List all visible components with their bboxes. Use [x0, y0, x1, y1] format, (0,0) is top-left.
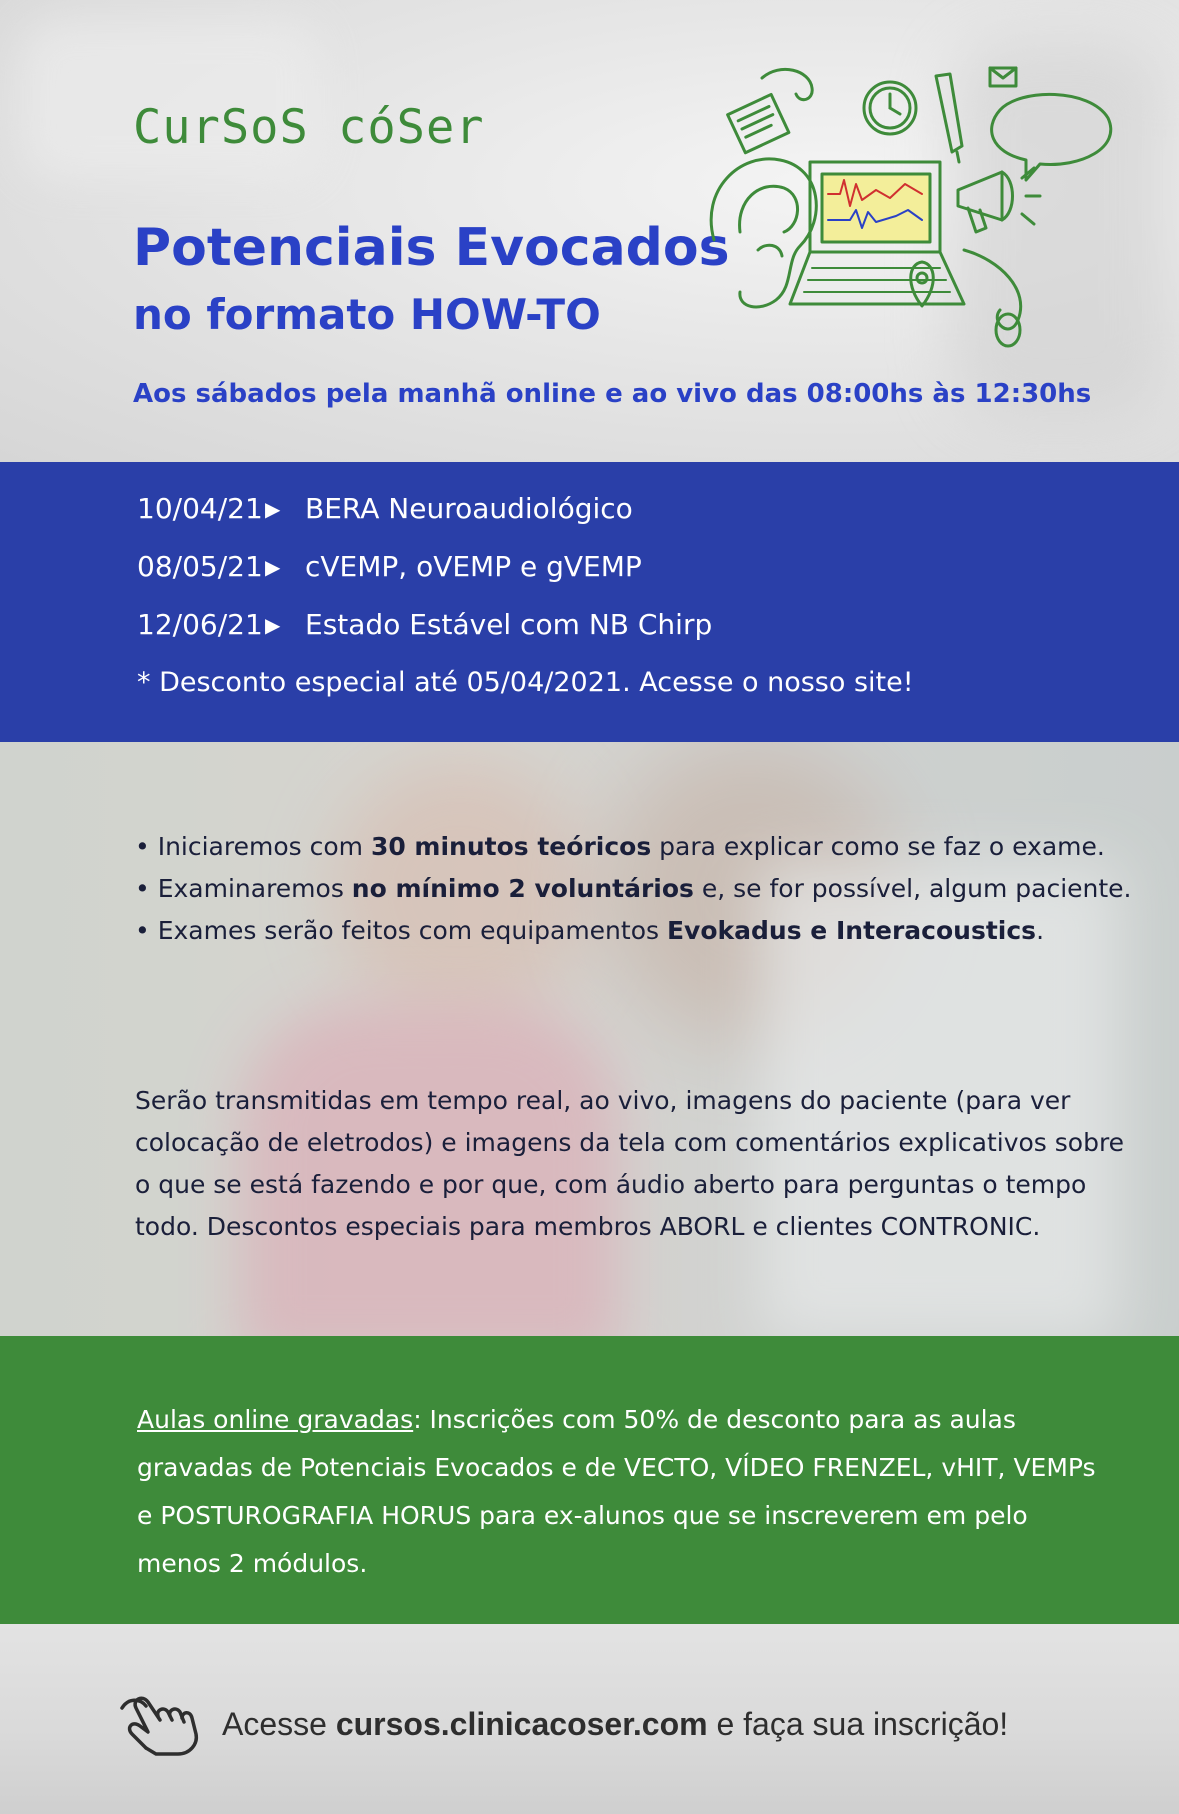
list-item — [137, 550, 642, 583]
course-date: 10/04/21 — [137, 492, 263, 525]
page-subtitle: no formato HOW-TO — [133, 290, 601, 339]
bullet-item: • Examinaremos no mínimo 2 voluntários e, se for possível, algum paciente. — [135, 874, 1132, 903]
ear-icon — [711, 159, 816, 307]
bullet-item: • Iniciaremos com 30 minutos teóricos para explicar como se faz o exame. — [135, 832, 1105, 861]
clock-icon — [864, 82, 916, 134]
play-arrow-icon: ▶ — [265, 555, 281, 579]
footer-section — [0, 1624, 1179, 1814]
schedule-text: Aos sábados pela manhã online e ao vivo das 08:00hs às 12:30hs — [133, 379, 1092, 409]
course-topic: cVEMP, oVEMP e gVEMP — [305, 550, 642, 583]
header-section — [0, 0, 1179, 462]
bullet-item: • Exames serão feitos com equipamentos Evokadus e Interacoustics. — [135, 916, 1045, 945]
list-item — [137, 492, 633, 525]
speech-bubble-icon — [992, 94, 1111, 180]
course-date: 08/05/21 — [137, 550, 263, 583]
course-topic: Estado Estável com NB Chirp — [305, 608, 713, 641]
recorded-classes-section — [0, 1336, 1179, 1624]
bullet-list — [135, 826, 1135, 952]
envelope-icon — [990, 68, 1016, 86]
signup-cta: Acesse cursos.clinicacoser.com e faça sua inscrição! — [222, 1706, 1009, 1742]
details-section — [0, 742, 1179, 1336]
dates-section — [0, 462, 1179, 742]
document-icon — [728, 94, 789, 152]
play-arrow-icon: ▶ — [265, 613, 281, 637]
recorded-classes-label: Aulas online gravadas — [137, 1405, 414, 1434]
list-item — [137, 608, 712, 641]
page-title: Potenciais Evocados — [133, 218, 730, 278]
doodle-illustration — [700, 60, 1130, 390]
recorded-classes-text: Aulas online gravadas: Inscrições com 50% de desconto para as aulas gravadas de Potenciais Evocados e de VECTO, VÍDEO FRENZEL, vHIT, VEMPs e POSTUROGRAFIA HORUS para ex-alunos que se inscreverem em pelo menos 2 módulos. — [137, 1405, 1096, 1578]
play-arrow-icon: ▶ — [265, 497, 281, 521]
brand-logo: CurSoS cóSer — [133, 100, 485, 155]
website-link[interactable]: cursos.clinicacoser.com — [335, 1706, 708, 1742]
course-date: 12/06/21 — [137, 608, 263, 641]
pointing-hand-icon — [118, 1688, 202, 1758]
laptop-icon — [790, 162, 1021, 346]
description-paragraph: Serão transmitidas em tempo real, ao vivo, imagens do paciente (para ver colocação de eletrodos) e imagens da tela com comentários explicativos sobre o que se está fazendo e por que, com áudio aberto para perguntas o tempo todo. Descontos especiais para membros ABORL e clientes CONTRONIC. — [135, 1086, 1125, 1241]
pen-icon — [936, 74, 962, 162]
discount-note: * Desconto especial até 05/04/2021. Acesse o nosso site! — [137, 667, 914, 698]
course-topic: BERA Neuroaudiológico — [305, 492, 633, 525]
